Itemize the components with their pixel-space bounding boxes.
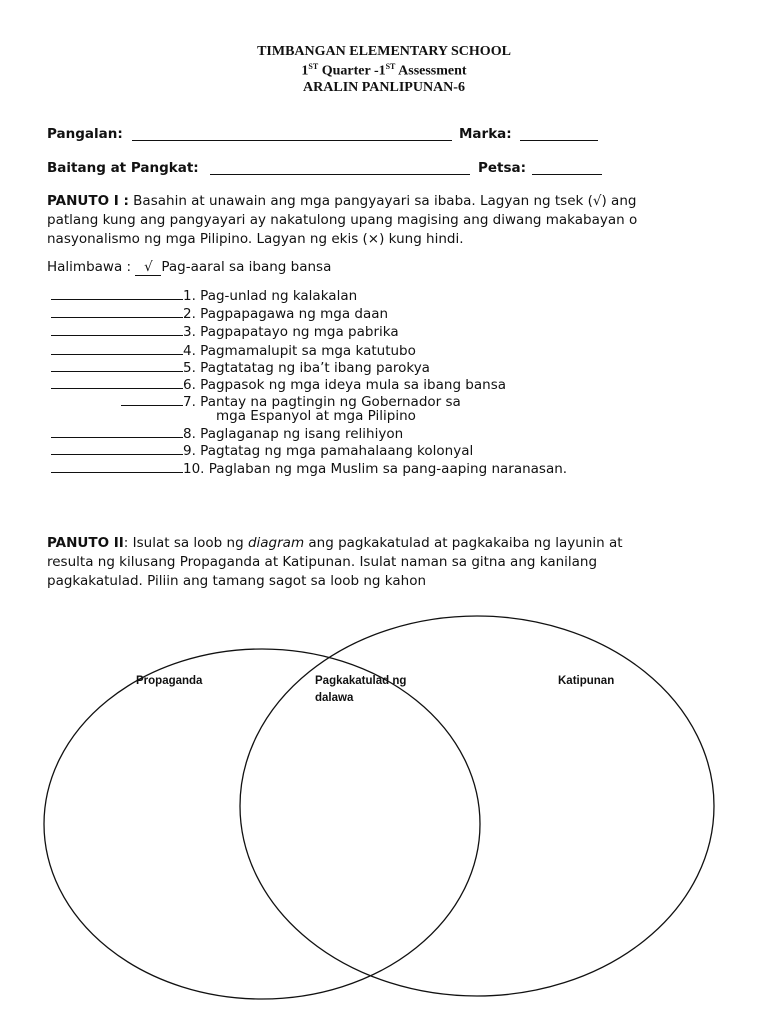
subject-title: ARALIN PANLIPUNAN-6: [303, 80, 465, 95]
score-field: Marka:: [459, 126, 512, 142]
answer-blank[interactable]: [51, 359, 183, 372]
grade-field: Baitang at Pangkat:: [47, 160, 199, 176]
date-field: Petsa:: [478, 160, 527, 176]
list-item: 6. Pagpasok ng mga ideya mula sa ibang bansa: [51, 376, 506, 393]
venn-left-label: Propaganda: [136, 675, 203, 687]
answer-blank[interactable]: [51, 342, 183, 355]
answer-blank[interactable]: [121, 393, 183, 406]
list-item: 1. Pag-unlad ng kalakalan: [51, 287, 357, 304]
score-input-line[interactable]: [520, 128, 598, 141]
name-input-line[interactable]: [132, 128, 452, 141]
panuto2-label: PANUTO II: [47, 535, 124, 551]
quarter-line: 1ST Quarter -1ST Assessment: [301, 62, 467, 79]
panuto1-label: PANUTO I :: [47, 193, 129, 209]
panuto1-instructions: PANUTO I : Basahin at unawain ang mga pangyayari sa ibaba. Lagyan ng tsek (√) ang patlang kung ang pangyayari ay nakatulong upang magising ang diwang makabayan o nasyonalismo ng mga Pilipino. Lagyan ng ekis (×) kung hindi.: [47, 193, 638, 247]
answer-blank[interactable]: [51, 376, 183, 389]
venn-right-label: Katipunan: [558, 675, 615, 687]
answer-blank[interactable]: [51, 287, 183, 300]
grade-input-line[interactable]: [210, 162, 470, 175]
list-item: 3. Pagpapatayo ng mga pabrika: [51, 323, 399, 340]
venn-left-circle[interactable]: [44, 649, 480, 999]
date-input-line[interactable]: [532, 162, 602, 175]
list-item-continuation: mga Espanyol at mga Pilipino: [216, 408, 416, 424]
list-item: 9. Pagtatag ng mga pamahalaang kolonyal: [51, 442, 473, 459]
answer-blank[interactable]: [51, 425, 183, 438]
example-check: √: [135, 259, 161, 276]
example-line: Halimbawa : √ Pag-aaral sa ibang bansa: [47, 259, 332, 275]
panuto2-instructions: PANUTO II: Isulat sa loob ng diagram ang pagkakatulad at pagkakaiba ng layunin at resulta ng kilusang Propaganda at Katipunan. Isulat naman sa gitna ang kanilang pagkakatulad. Piliin ang tamang sagot sa loob ng kahon: [47, 535, 623, 589]
venn-diagram: [0, 600, 768, 1024]
list-item: 4. Pagmamalupit sa mga katutubo: [51, 342, 416, 359]
answer-blank[interactable]: [51, 323, 183, 336]
venn-middle-label: Pagkakatulad ng dalawa: [315, 675, 407, 704]
list-item: 7. Pantay na pagtingin ng Gobernador sa: [121, 393, 461, 410]
answer-blank[interactable]: [51, 305, 183, 318]
answer-blank[interactable]: [51, 460, 183, 473]
list-item: 10. Paglaban ng mga Muslim sa pang-aaping naranasan.: [51, 460, 567, 477]
list-item: 8. Paglaganap ng isang relihiyon: [51, 425, 403, 442]
school-name: TIMBANGAN ELEMENTARY SCHOOL: [257, 44, 511, 59]
venn-right-circle[interactable]: [240, 616, 714, 996]
list-item: 2. Pagpapagawa ng mga daan: [51, 305, 388, 322]
name-field: Pangalan:: [47, 126, 123, 142]
answer-blank[interactable]: [51, 442, 183, 455]
list-item: 5. Pagtatatag ng iba’t ibang parokya: [51, 359, 430, 376]
